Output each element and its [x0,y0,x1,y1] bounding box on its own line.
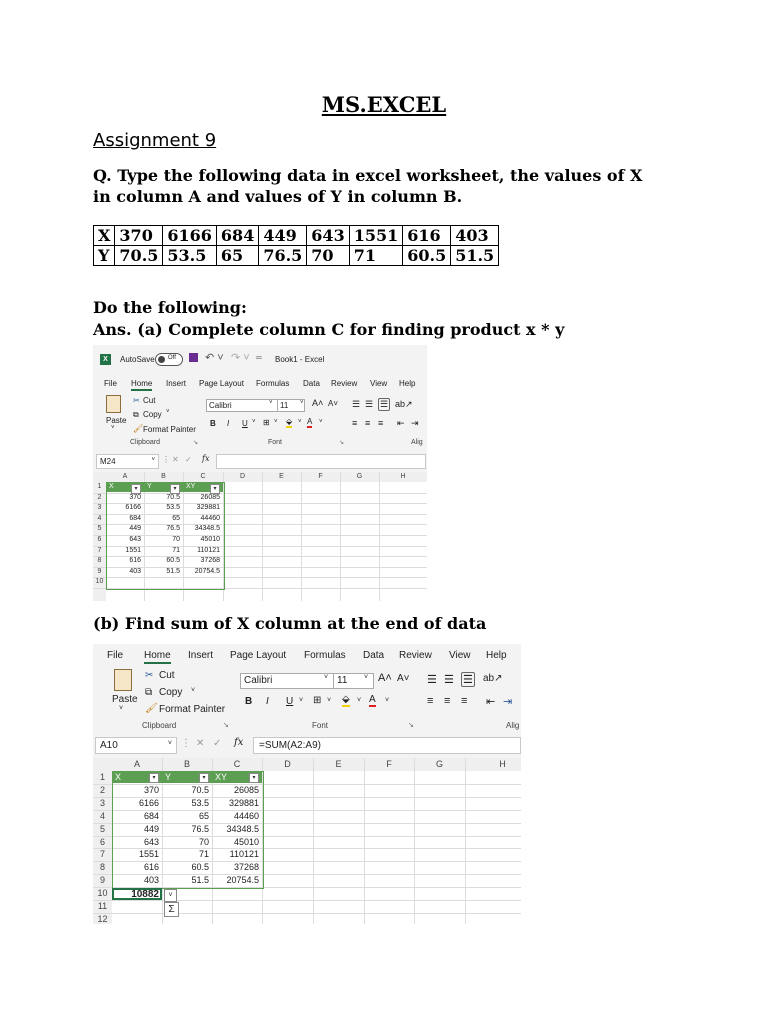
underline-icon[interactable]: U [286,696,294,707]
table-cell[interactable]: 71 [172,546,180,554]
underline-dropdown-icon[interactable]: ˅ [252,419,256,425]
document-title: MS.EXCEL [321,92,447,117]
italic-icon[interactable]: I [266,696,269,707]
borders-icon[interactable]: ⊞ [313,695,322,706]
align-center-icon[interactable]: ≡ [365,418,371,428]
paste-label[interactable]: Paste [106,416,127,425]
worksheet-grid[interactable] [93,472,427,601]
menu-page-layout[interactable]: Page Layout [230,650,287,661]
x-row [94,226,499,246]
formula-input[interactable] [253,737,521,754]
menu-data[interactable]: Data [363,650,385,661]
formula-input[interactable] [216,454,426,469]
autosave-label: AutoSave [120,355,155,364]
name-box[interactable] [95,737,177,754]
alignment-group-label: Alig [411,439,423,446]
table-cell[interactable]: 65 [172,514,180,522]
column-header[interactable]: B [161,473,166,480]
column-header[interactable]: C [233,759,241,769]
confirm-entry-icon[interactable]: ✓ [213,738,222,749]
menu-home[interactable]: Home [131,379,152,391]
column-header[interactable]: F [386,759,392,769]
decrease-font-icon[interactable]: A˅ [397,673,410,684]
font-name-select[interactable]: Calibri [240,673,335,689]
increase-indent-icon[interactable]: ⇥ [411,418,419,428]
clipboard-group-label: Clipboard [130,439,160,446]
table-cell[interactable]: 1551 [138,849,159,860]
align-right-icon[interactable]: ≡ [461,695,468,707]
table-cell[interactable]: 6166 [125,504,141,512]
name-box[interactable] [96,454,159,469]
copy-dropdown-icon[interactable]: ˅ [166,409,170,415]
cut-icon[interactable]: ✂ [133,396,140,405]
name-box-dropdown-icon[interactable]: ˅ [167,740,172,747]
excel-logo-icon: X [100,354,111,365]
font-color-icon[interactable]: A [307,417,313,426]
clipboard-launcher-icon[interactable]: ↘ [223,722,229,729]
copy-dropdown-icon[interactable]: ˅ [191,687,196,694]
align-left-icon[interactable]: ≡ [427,695,434,707]
menu-insert[interactable]: Insert [166,379,187,388]
fill-color-icon[interactable]: ⬙ [342,694,350,705]
row-header[interactable]: 8 [97,557,102,565]
row-header[interactable]: 6 [97,536,102,543]
decrease-indent-icon[interactable]: ⇤ [397,418,405,428]
insert-function-icon[interactable]: fx [234,737,244,748]
filter-dropdown-icon[interactable]: ▾ [149,773,159,783]
underline-icon[interactable]: U [242,419,248,428]
table-cell[interactable]: 45010 [233,836,259,847]
bottom-align-icon[interactable]: ☰ [463,674,473,686]
toggle-state: Off [168,355,176,361]
table-cell[interactable]: 53.5 [166,504,180,512]
paste-icon[interactable] [106,395,121,413]
table-cell[interactable]: 1551 [125,546,141,554]
formula-bar-more-icon[interactable]: ⋮ [181,738,191,749]
middle-align-icon[interactable]: ☰ [365,399,374,409]
xy-data-table [93,225,499,266]
copy-icon[interactable]: ⧉ [133,410,139,419]
table-cell[interactable]: 44460 [200,514,220,522]
orientation-icon[interactable]: ab↗ [483,673,503,684]
name-box-value: A10 [100,740,118,751]
paste-dropdown-icon[interactable]: ˅ [111,425,115,431]
save-icon[interactable] [189,353,198,362]
column-header[interactable]: E [279,473,284,480]
table-header-cell[interactable] [165,772,209,782]
table-header-label: Y [147,483,152,490]
format-painter-button[interactable]: Format Painter [143,425,196,434]
increase-indent-icon[interactable]: ⇥ [503,696,513,708]
menu-insert[interactable]: Insert [188,650,214,661]
copy-button[interactable]: Copy [159,687,183,698]
table-cell[interactable]: 71 [198,849,209,860]
cut-icon[interactable]: ✂ [145,670,154,681]
table-header-cell[interactable] [115,772,159,782]
bottom-align-icon[interactable]: ☰ [380,399,389,409]
row-header[interactable]: 7 [97,546,102,554]
table-cell[interactable]: 70.5 [166,493,180,501]
font-color-icon[interactable]: A [369,694,376,705]
table-cell[interactable]: 403 [143,875,159,886]
menu-home[interactable]: Home [144,650,171,664]
y-value-cell: 76.5 [259,246,307,266]
table-cell[interactable]: 616 [143,862,159,873]
borders-icon[interactable]: ⊞ [263,418,270,427]
decrease-font-icon[interactable]: A˅ [328,399,339,408]
menu-review[interactable]: Review [331,379,358,388]
row-header[interactable]: 4 [99,810,105,821]
name-box-value: M24 [100,457,116,466]
decrease-indent-icon[interactable]: ⇤ [486,696,496,708]
x-value-cell: 370 [115,226,163,246]
filter-dropdown-icon[interactable]: ▾ [170,484,180,494]
paste-icon[interactable] [114,669,132,691]
menu-view[interactable]: View [370,379,388,388]
window-title: Book1 - Excel [275,355,325,364]
y-value-cell: 70.5 [115,246,163,266]
fill-color-dropdown-icon[interactable]: ˅ [298,419,302,425]
table-cell[interactable]: 643 [143,836,159,847]
do-following-heading: Do the following: [93,298,247,317]
menu-formulas[interactable]: Formulas [304,650,346,661]
formula-value: =SUM(A2:A9) [259,740,321,751]
font-launcher-icon[interactable]: ↘ [408,722,414,729]
column-header[interactable]: A [122,473,128,480]
x-value-cell: 616 [403,226,451,246]
borders-dropdown-icon[interactable]: ˅ [327,697,332,704]
y-value-cell: 60.5 [403,246,451,266]
formula-bar-more-icon[interactable]: ⋮ [162,455,170,464]
table-cell[interactable]: 26085 [200,493,220,501]
table-cell[interactable]: 6166 [138,797,159,808]
format-painter-icon[interactable]: 🖌 [133,424,144,433]
copy-icon[interactable]: ⧉ [145,687,153,698]
table-cell[interactable]: 26085 [233,784,259,795]
autosum-sigma-icon[interactable]: Σ [164,902,179,917]
table-cell[interactable]: 110121 [229,849,259,860]
table-cell[interactable]: 65 [198,810,209,821]
copy-button[interactable]: Copy [143,410,162,419]
column-header[interactable]: G [356,473,363,480]
column-header[interactable]: B [183,759,190,769]
format-painter-button[interactable]: Format Painter [159,704,226,715]
row-header[interactable]: 3 [97,504,102,512]
y-value-cell: 53.5 [163,246,217,266]
table-header-cell[interactable] [147,483,180,490]
bold-icon[interactable]: B [210,419,216,428]
excel-screenshot-1 [93,345,427,601]
menu-formulas[interactable]: Formulas [256,379,290,388]
fill-color-icon[interactable]: ⬙ [286,417,293,426]
table-header-cell[interactable] [186,483,220,490]
table-cell[interactable]: 45010 [200,536,220,543]
top-align-icon[interactable]: ☰ [427,674,437,686]
table-cell[interactable]: 110121 [197,546,220,554]
table-header-label: X [115,772,122,782]
table-cell[interactable]: 616 [129,557,141,565]
menu-file[interactable]: File [104,379,117,388]
paste-label[interactable]: Paste [112,694,138,705]
y-value-cell: 70 [307,246,349,266]
x-label-cell: X [94,226,115,246]
table-cell[interactable]: 329881 [228,797,259,808]
autosave-toggle[interactable] [155,353,183,366]
x-value-cell: 643 [307,226,349,246]
filter-dropdown-icon[interactable]: ▾ [199,773,209,783]
align-left-icon[interactable]: ≡ [352,418,358,428]
cut-button[interactable]: Cut [143,396,156,405]
font-size-dropdown-icon[interactable]: ˅ [300,400,304,406]
y-value-cell: 51.5 [451,246,499,266]
font-launcher-icon[interactable]: ↘ [339,440,345,446]
clipboard-launcher-icon[interactable]: ↘ [193,440,199,446]
row-header[interactable]: 2 [97,493,102,501]
filter-dropdown-icon[interactable]: ▾ [249,773,259,783]
table-cell[interactable]: 370 [143,784,159,795]
column-header[interactable]: C [200,473,206,480]
table-cell[interactable]: 76.5 [166,525,180,533]
table-cell[interactable]: 643 [129,536,141,543]
filter-dropdown-icon[interactable]: ▾ [210,484,220,494]
sum-result-cell: 10882 [131,889,159,900]
table-header-label: XY [215,772,228,782]
y-label-cell: Y [94,246,115,266]
fill-color-dropdown-icon[interactable]: ˅ [357,697,362,704]
font-size-dropdown-icon[interactable]: ˅ [364,674,369,681]
y-row [94,246,499,266]
table-cell[interactable]: 76.5 [191,823,209,834]
menu-data[interactable]: Data [303,379,320,388]
column-header[interactable]: H [400,473,406,480]
menu-review[interactable]: Review [399,650,432,661]
format-painter-icon[interactable]: 🖌 [145,703,158,714]
name-box-dropdown-icon[interactable]: ˅ [151,457,155,463]
part-a-text: Ans. (a) Complete column C for finding product x * y [93,320,565,339]
undo-icon[interactable]: ↶ ˅ [205,352,224,364]
menu-help[interactable]: Help [486,650,507,661]
row-header[interactable]: 5 [99,823,105,834]
row-header[interactable]: 11 [97,901,108,911]
table-cell[interactable]: 37268 [200,557,220,565]
row-header[interactable]: 2 [99,784,105,795]
column-header[interactable]: E [335,759,342,769]
insert-function-icon[interactable]: fx [202,454,210,463]
autofill-dropdown-icon[interactable]: ˅ [164,889,177,902]
column-header[interactable]: H [499,759,506,769]
table-cell[interactable]: 70 [198,836,209,847]
table-cell[interactable]: 70.5 [191,784,209,795]
assignment-heading: Assignment 9 [93,130,217,151]
align-right-icon[interactable]: ≡ [378,418,384,428]
x-value-cell: 449 [259,226,307,246]
redo-icon[interactable]: ↷ ˅ [231,352,250,364]
table-cell[interactable]: 20754.5 [194,567,220,575]
table-cell[interactable]: 44460 [233,810,259,821]
table-cell[interactable]: 37268 [233,862,259,873]
alignment-group-label: Alig [506,721,520,730]
menu-page-layout[interactable]: Page Layout [199,379,244,388]
x-value-cell: 403 [451,226,499,246]
x-value-cell: 6166 [163,226,217,246]
font-group-label: Font [312,721,329,730]
underline-dropdown-icon[interactable]: ˅ [299,697,304,704]
row-header[interactable]: 3 [99,797,105,808]
borders-dropdown-icon[interactable]: ˅ [274,419,278,425]
column-header[interactable]: F [318,473,323,480]
table-header-label: X [109,483,114,490]
column-header[interactable]: D [284,759,291,769]
table-cell[interactable]: 449 [129,525,141,533]
table-cell[interactable]: 684 [129,514,141,522]
table-cell[interactable]: 329881 [196,504,220,512]
column-header[interactable]: G [435,759,443,769]
row-header[interactable]: 4 [97,514,102,522]
top-align-icon[interactable]: ☰ [352,399,361,409]
cancel-entry-icon[interactable]: ✕ [172,455,179,464]
font-name-dropdown-icon[interactable]: ˅ [269,400,273,406]
question-text: Q. Type the following data in excel worksheet, the values of X in column A and values of Y in column B. [93,166,643,206]
row-header[interactable]: 12 [97,913,108,924]
row-header[interactable]: 8 [99,862,105,873]
orientation-icon[interactable]: ab↗ [395,399,413,409]
font-name-dropdown-icon[interactable]: ˅ [324,674,329,681]
increase-font-icon[interactable]: A˄ [312,398,324,408]
table-cell[interactable]: 34348.5 [194,525,220,533]
worksheet-grid[interactable] [93,758,521,924]
table-header-label: XY [186,483,196,490]
row-header[interactable]: 9 [99,875,105,886]
part-b-text: (b) Find sum of X column at the end of data [93,614,487,633]
confirm-entry-icon[interactable]: ✓ [185,455,192,464]
font-size-select[interactable]: 11 [333,673,374,689]
x-value-cell: 1551 [349,226,403,246]
table-cell[interactable]: 70 [172,536,180,543]
row-header[interactable]: 1 [99,772,105,782]
table-cell[interactable]: 34348.5 [226,823,259,834]
column-header[interactable]: A [133,759,140,769]
font-color-dropdown-icon[interactable]: ˅ [319,419,323,425]
table-cell[interactable]: 403 [129,567,141,575]
italic-icon[interactable]: I [227,419,230,428]
paste-dropdown-icon[interactable]: ˅ [119,705,124,712]
middle-align-icon[interactable]: ☰ [444,674,454,686]
bold-icon[interactable]: B [245,696,253,707]
column-header[interactable]: D [239,473,246,480]
align-center-icon[interactable]: ≡ [444,695,451,707]
table-cell[interactable]: 449 [143,823,159,834]
font-group-label: Font [268,439,283,446]
row-header[interactable]: 10 [97,888,108,899]
table-cell[interactable]: 60.5 [191,862,209,873]
row-header[interactable]: 10 [95,578,104,586]
row-header[interactable]: 6 [99,836,105,847]
row-header[interactable]: 1 [97,483,102,490]
table-header-cell[interactable] [215,772,259,782]
x-value-cell: 684 [216,226,258,246]
menu-help[interactable]: Help [399,379,416,388]
menu-file[interactable]: File [107,650,124,661]
table-header-label: Y [165,772,172,782]
table-cell[interactable]: 53.5 [191,797,209,808]
excel-screenshot-2 [93,644,521,924]
cancel-entry-icon[interactable]: ✕ [196,738,205,749]
table-cell[interactable]: 20754.5 [226,875,259,886]
row-header[interactable]: 5 [97,525,102,533]
table-cell[interactable]: 51.5 [191,875,209,886]
row-header[interactable]: 7 [99,849,105,860]
table-cell[interactable]: 370 [129,493,141,501]
y-value-cell: 65 [216,246,258,266]
table-cell[interactable]: 51.5 [166,567,180,575]
font-color-dropdown-icon[interactable]: ˅ [385,697,390,704]
row-header[interactable]: 9 [97,567,102,575]
customize-qat-icon[interactable]: ═ [256,353,262,362]
increase-font-icon[interactable]: A˄ [378,672,392,684]
font-size-select[interactable]: 11 [277,399,305,412]
table-cell[interactable]: 60.5 [166,557,180,565]
clipboard-group-label: Clipboard [142,721,177,730]
table-header-cell[interactable] [109,483,141,490]
cut-button[interactable]: Cut [159,670,175,681]
y-value-cell: 71 [349,246,403,266]
menu-view[interactable]: View [449,650,471,661]
filter-dropdown-icon[interactable]: ▾ [131,484,141,494]
font-name-select[interactable]: Calibri [206,399,278,412]
toggle-knob [158,356,165,363]
table-cell[interactable]: 684 [143,810,159,821]
